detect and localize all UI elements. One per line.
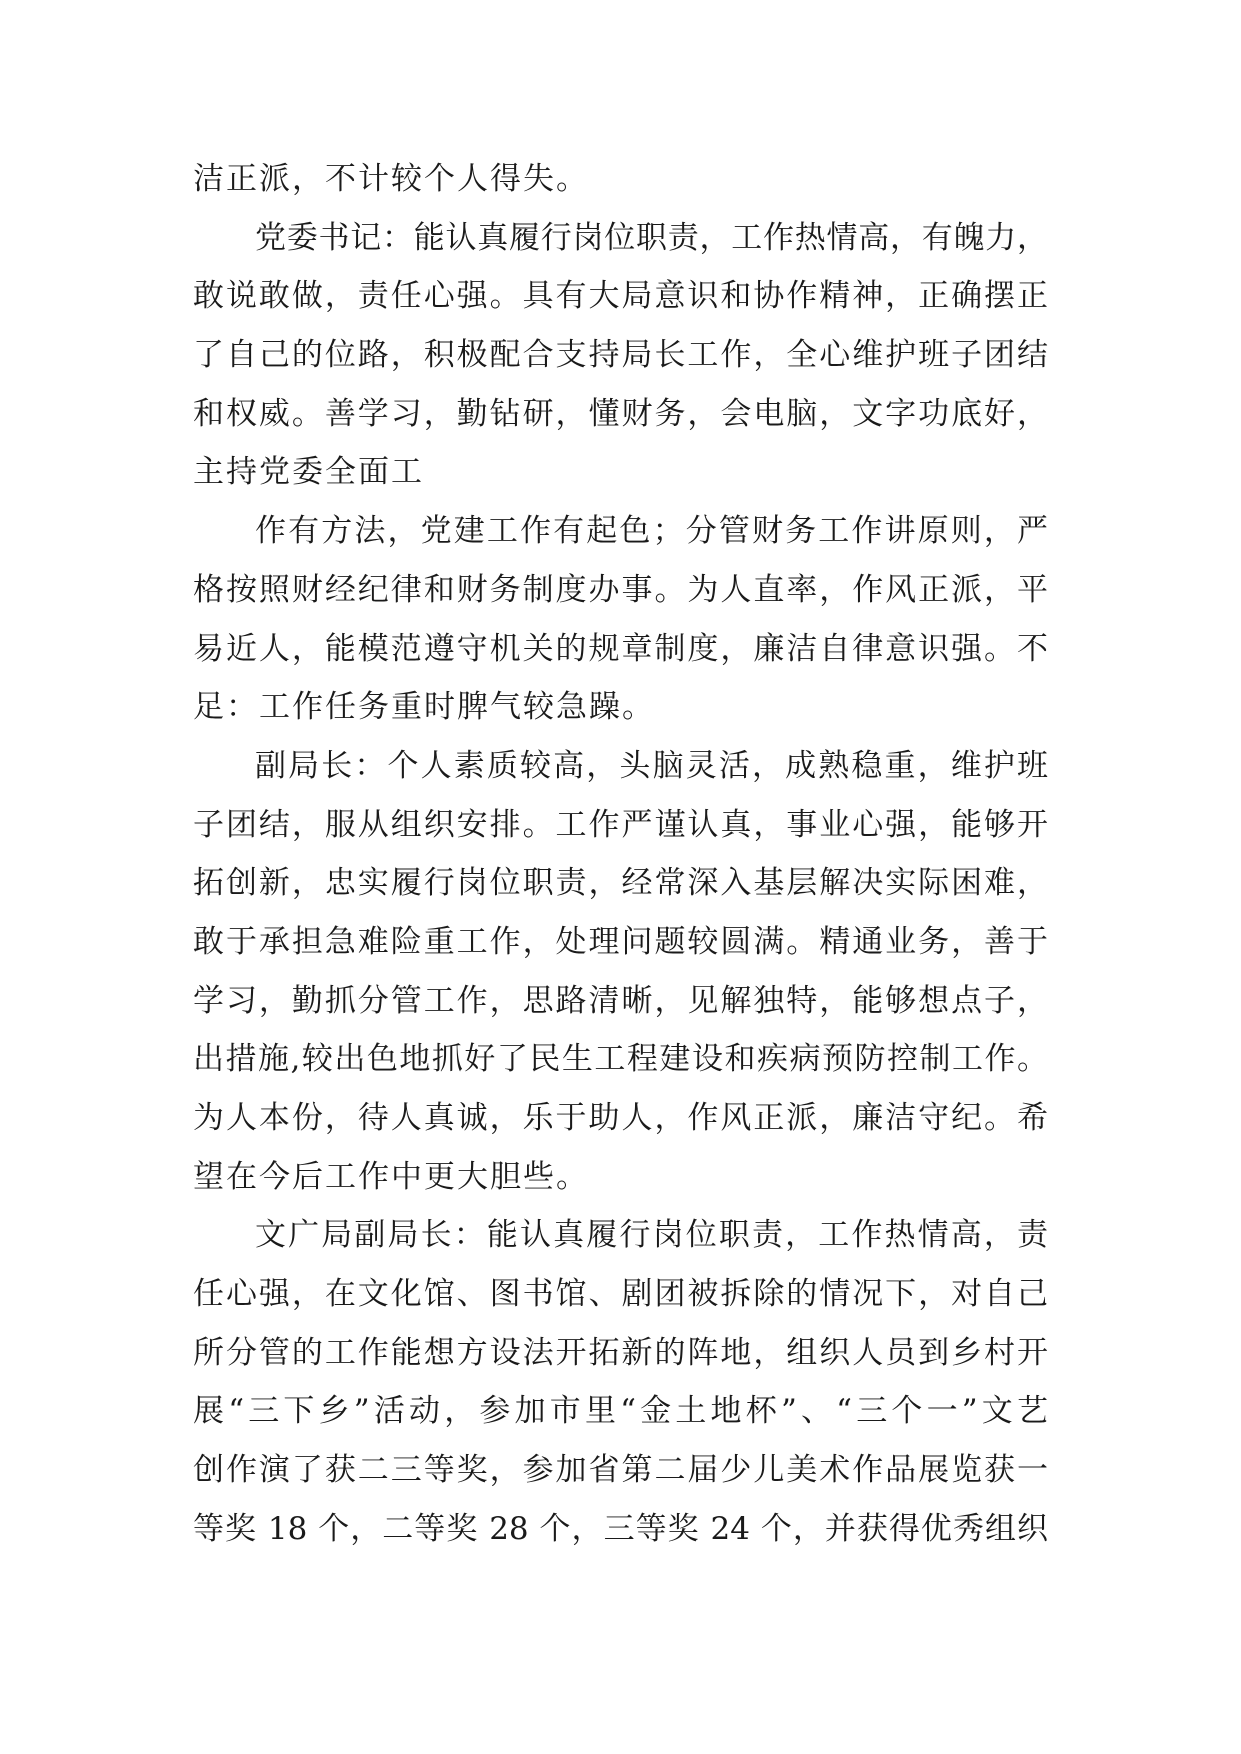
text-line: 展“三下乡”活动，参加市里“金土地杯”、“三个一”文艺 [193,1393,1048,1430]
text-line: 等奖 18 个，二等奖 28 个，三等奖 24 个，并获得优秀组织 [193,1510,1048,1547]
text-line: 任心强，在文化馆、图书馆、剧团被拆除的情况下，对自己 [193,1276,1048,1313]
text-line: 足：工作任务重时脾气较急躁。 [193,689,655,726]
text-line: 拓创新，忠实履行岗位职责，经常深入基层解决实际困难， [193,865,1048,902]
text-line: 作有方法，党建工作有起色；分管财务工作讲原则，严 [255,513,1048,550]
text-line: 望在今后工作中更大胆些。 [193,1158,589,1195]
text-line: 副局长：个人素质较高，头脑灵活，成熟稳重，维护班 [255,747,1048,784]
text-line: 了自己的位路，积极配合支持局长工作，全心维护班子团结 [193,337,1048,374]
text-line: 子团结，服从组织安排。工作严谨认真，事业心强，能够开 [193,806,1048,843]
text-line: 敢说敢做，责任心强。具有大局意识和协作精神，正确摆正 [193,278,1048,315]
text-line: 文广局副局长：能认真履行岗位职责，工作热情高，责 [255,1217,1048,1254]
text-line: 所分管的工作能想方设法开拓新的阵地，组织人员到乡村开 [193,1334,1048,1371]
text-line: 为人本份，待人真诚，乐于助人，作风正派，廉洁守纪。希 [193,1100,1048,1136]
text-line: 和权威。善学习，勤钻研，懂财务，会电脑，文字功底好， [193,395,1048,432]
text-line: 出措施,较出色地抓好了民生工程建设和疾病预防控制工作。 [193,1041,1048,1078]
text-line: 敢于承担急难险重工作，处理问题较圆满。精通业务，善于 [193,923,1048,960]
text-line: 主持党委全面工 [193,454,424,491]
text-line: 格按照财经纪律和财务制度办事。为人直率，作风正派，平 [193,571,1048,608]
text-line: 学习，勤抓分管工作，思路清晰，见解独特，能够想点子， [193,982,1048,1019]
text-line: 党委书记：能认真履行岗位职责，工作热情高，有魄力， [255,219,1048,256]
text-line: 洁正派，不计较个人得失。 [193,161,589,197]
text-line: 创作演了获二三等奖，参加省第二届少儿美术作品展览获一 [193,1452,1048,1489]
document-body [193,150,1048,1559]
text-line: 易近人，能模范遵守机关的规章制度，廉洁自律意识强。不 [193,630,1048,667]
